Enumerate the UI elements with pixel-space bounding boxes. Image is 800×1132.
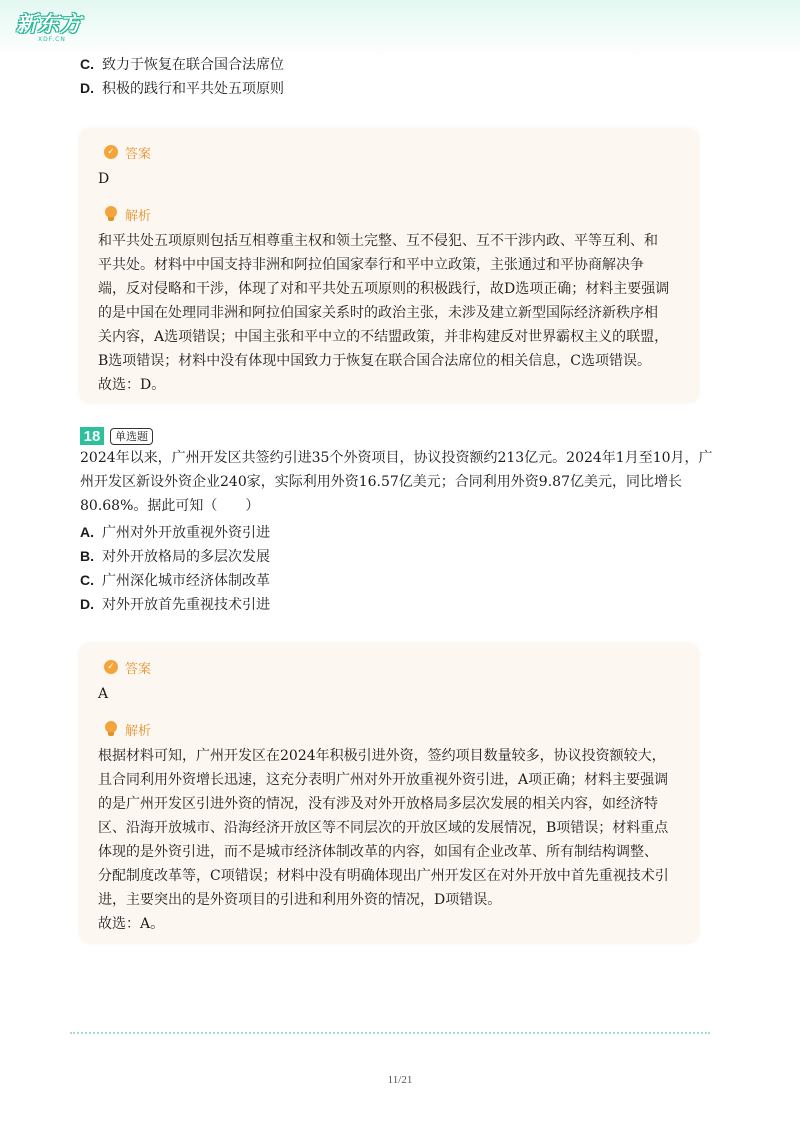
q18-answer-box [80,644,698,942]
analysis-line: 故选：D。 [98,377,166,393]
q18-option-c: C. 广州深化城市经济体制改革 [80,572,270,589]
q18-option-d: D. 对外开放首先重视技术引进 [80,596,270,613]
analysis-line: 且合同利用外资增长迅速，这充分表明广州对外开放重视外资引进，A项正确；材料主要强调 [98,772,669,788]
analysis-line: 故选：A。 [98,916,165,932]
lightbulb-icon [104,206,118,222]
q17-option-c: C. 致力于恢复在联合国合法席位 [80,56,284,73]
question-number: 18 [80,427,104,445]
q17-answer-label: ✓ 答案 [104,142,151,162]
analysis-line: 关内容，A选项错误；中国主张和平中立的不结盟政策，并非构建反对世界霸权主义的联盟， [98,329,669,345]
analysis-line: 根据材料可知，广州开发区在2024年积极引进外资，签约项目数量较多，协议投资额较大， [98,748,666,764]
check-badge-icon: ✓ [104,660,118,674]
page-number: 11/21 [387,1074,413,1086]
q18-option-a: A. 广州对外开放重视外资引进 [80,524,270,541]
q17-option-d: D. 积极的践行和平共处五项原则 [80,80,284,97]
analysis-line: B选项错误；材料中没有体现中国致力于恢复在联合国合法席位的相关信息，C选项错误。 [98,353,651,369]
logo-text: 新东方 [16,12,82,36]
q18-stem-line: 80.68%。据此可知（ ） [80,498,260,514]
analysis-line: 分配制度改革等，C项错误；材料中没有明确体现出广州开发区在对外开放中首先重视技术引 [98,868,669,884]
q18-stem-line: 2024年以来，广州开发区共签约引进35个外资项目，协议投资额约213亿元。2024年1月至10月，广 [80,450,713,466]
analysis-line: 体现的是外资引进，而不是城市经济体制改革的内容，如国有企业改革、所有制结构调整、 [98,844,658,860]
analysis-line: 和平共处五项原则包括互相尊重主权和领土完整、互不侵犯、互不干涉内政、平等互利、和 [98,233,658,249]
logo-subtext: XDF.CN [38,36,66,43]
footer-divider [70,1032,710,1034]
page-header [0,0,800,58]
q17-answer-value: D [98,171,110,187]
brand-logo [16,8,82,43]
q17-answer-box [80,129,698,402]
analysis-line: 平共处。材料中中国支持非洲和阿拉伯国家奉行和平中立政策，主张通过和平协商解决争 [98,257,644,273]
analysis-line: 的是广州开发区引进外资的情况，没有涉及对外开放格局多层次发展的相关内容，如经济特 [98,796,658,812]
q18-header [80,426,153,446]
analysis-line: 进，主要突出的是外资项目的引进和利用外资的情况，D项错误。 [98,892,502,908]
analysis-line: 区、沿海开放城市、沿海经济开放区等不同层次的开放区域的发展情况，B项错误；材料重点 [98,820,669,836]
analysis-line: 端，反对侵略和干涉，体现了对和平共处五项原则的积极践行，故D选项正确；材料主要强调 [98,281,670,297]
check-badge-icon: ✓ [104,145,118,159]
q17-analysis-label: 解析 [104,204,151,224]
q18-analysis-label: 解析 [104,719,151,739]
question-type-tag: 单选题 [110,428,153,445]
q18-answer-label: ✓ 答案 [104,657,151,677]
q18-stem-line: 州开发区新设外资企业240家，实际利用外资16.57亿美元；合同利用外资9.87亿美元，同比增长 [80,474,682,490]
q18-answer-value: A [98,686,109,702]
analysis-line: 的是中国在处理同非洲和阿拉伯国家关系时的政治主张，未涉及建立新型国际经济新秩序相 [98,305,658,321]
lightbulb-icon [104,721,118,737]
q18-option-b: B. 对外开放格局的多层次发展 [80,548,270,565]
